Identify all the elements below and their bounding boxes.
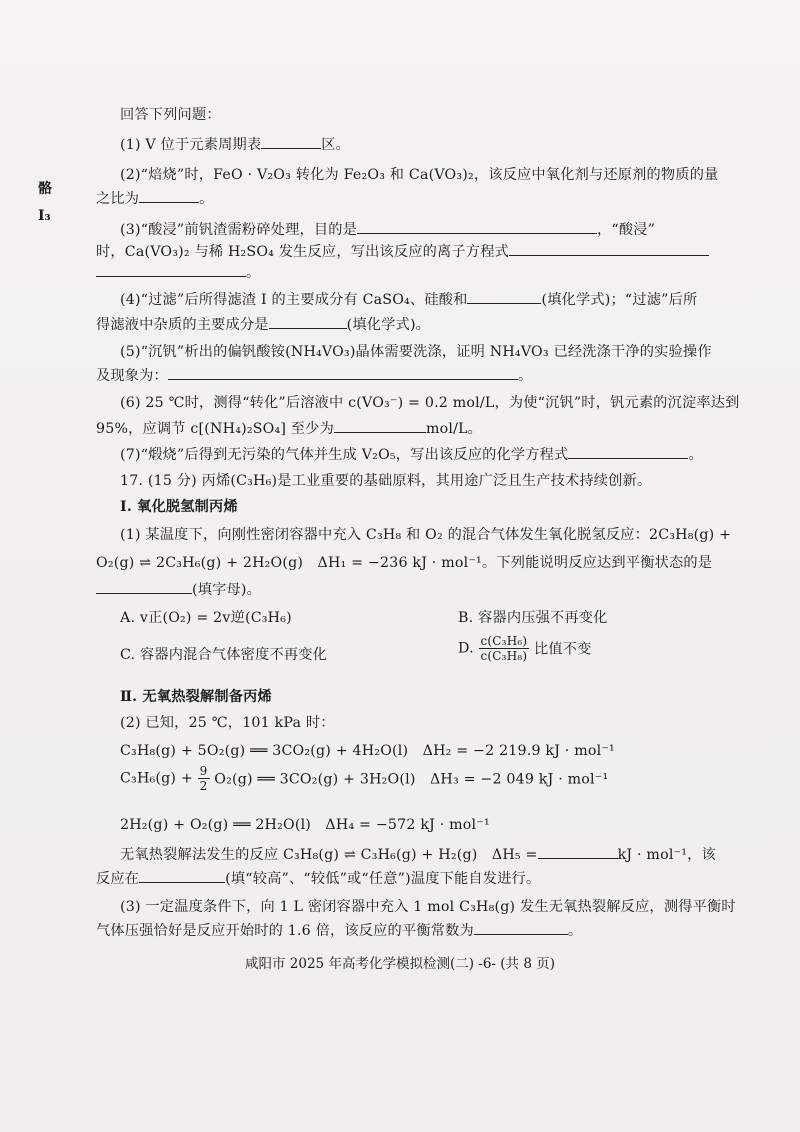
q6-line-cont: 95%，应调节 c[(NH₄)₂SO₄] 至少为 mol/L。 — [96, 418, 482, 438]
answer-blank[interactable] — [96, 262, 246, 277]
q4-line-cont: 得滤液中杂质的主要成分是 (填化学式)。 — [96, 314, 430, 334]
q5-line-cont: 及现象为： 。 — [96, 365, 532, 385]
q2-line: (2)“焙烧”时，FeO · V₂O₃ 转化为 Fe₂O₃ 和 Ca(VO₃)₂，该反应中氧化剂与还原剂的物质的量 — [120, 167, 719, 183]
answer-blank[interactable] — [538, 844, 618, 859]
page-footer: 咸阳市 2025 年高考化学模拟检测(二) -6- (共 8 页) — [245, 956, 555, 972]
answer-blank[interactable] — [139, 868, 225, 883]
q3-line-end: 。 — [96, 262, 260, 282]
q6-line: (6) 25 ℃时，测得“转化”后溶液中 c(VO₃⁻) = 0.2 mol/L，为使“沉钒”时，钒元素的沉淀率达到 — [120, 395, 740, 411]
q17-3-line: (3) 一定温度条件下，向 1 L 密闭容器中充入 1 mol C₃H₈(g) 发生无氧热裂解反应，测得平衡时 — [120, 899, 736, 915]
q4-line: (4)“过滤”后所得滤渣 I 的主要成分有 CaSO₄、硅酸和 (填化学式)；“过滤”后所 — [120, 289, 697, 309]
option-c[interactable]: C. 容器内混合气体密度不再变化 — [120, 647, 328, 663]
q17-1-line: (1) 某温度下，向刚性密闭容器中充入 C₃H₈ 和 O₂ 的混合气体发生氧化脱氢反应：2C₃H₈(g) + — [120, 527, 732, 543]
q7-line: (7)“煅烧”后得到无污染的气体并生成 V₂O₅，写出该反应的化学方程式 。 — [120, 444, 703, 464]
section-heading-1: Ⅰ. 氧化脱氢制丙烯 — [120, 499, 238, 515]
answer-blank[interactable] — [269, 314, 347, 329]
equation-3: 2H₂(g) + O₂(g) ══ 2H₂O(l) ΔH₄ = −572 kJ · mol⁻¹ — [120, 817, 490, 833]
answer-blank[interactable] — [568, 444, 688, 459]
q1-line: (1) V 位于元素周期表 区。 — [120, 134, 350, 154]
q17-3-line-cont: 气体压强恰好是反应开始时的 1.6 倍，该反应的平衡常数为 。 — [96, 920, 582, 940]
half-fraction: $\frac{9}{2}$ — [199, 764, 208, 793]
option-b[interactable]: B. 容器内压强不再变化 — [458, 610, 608, 626]
answer-blank[interactable] — [96, 579, 192, 594]
answer-blank[interactable] — [168, 365, 518, 380]
q2-line-cont: 之比为 。 — [96, 188, 214, 208]
answer-blank[interactable] — [334, 418, 426, 433]
equation-1: C₃H₈(g) + 5O₂(g) ══ 3CO₂(g) + 4H₂O(l) ΔH₂ = −2 219.9 kJ · mol⁻¹ — [120, 743, 615, 759]
q17-2-question: 无氧热裂解法发生的反应 C₃H₈(g) ⇌ C₃H₆(g) + H₂(g) ΔH₅ = kJ · mol⁻¹，该 — [120, 844, 716, 864]
option-a[interactable]: A. v正(O₂) = 2v逆(C₃H₆) — [120, 610, 292, 626]
ratio-fraction: $\frac{\text{c(C₃H₆)}}{\text{c(C₃H₈)}}$ — [480, 634, 528, 663]
answer-blank[interactable] — [357, 219, 597, 234]
answer-blank[interactable] — [261, 134, 321, 149]
q17-1-line-end: (填字母)。 — [96, 579, 261, 599]
margin-mark: I₃ — [38, 208, 51, 224]
margin-mark: 骼 — [38, 181, 52, 197]
q17-2-question-cont: 反应在 (填“较高”、“较低”或“任意”)温度下能自发进行。 — [96, 868, 540, 888]
equation-2: C₃H₆(g) + $\frac{9}{2}$ O₂(g) ══ 3CO₂(g) + 3H₂O(l) ΔH₃ = −2 049 kJ · mol⁻¹ — [120, 764, 609, 793]
answer-blank[interactable] — [467, 289, 541, 304]
q3-line: (3)“酸浸”前钒渣需粉碎处理，目的是 ，“酸浸” — [120, 219, 655, 239]
q17-heading: 17. (15 分) 丙烯(C₃H₆)是工业重要的基础原料，其用途广泛且生产技术持续创新。 — [120, 473, 652, 489]
q5-line: (5)“沉钒”析出的偏钒酸铵(NH₄VO₃)晶体需要洗涤，证明 NH₄VO₃ 已经洗涤干净的实验操作 — [120, 344, 712, 360]
answer-blank[interactable] — [509, 241, 709, 256]
q3-line-cont: 时，Ca(VO₃)₂ 与稀 H₂SO₄ 发生反应，写出该反应的离子方程式 — [96, 241, 709, 261]
answer-blank[interactable] — [139, 188, 199, 203]
q17-1-line-cont: O₂(g) ⇌ 2C₃H₆(g) + 2H₂O(g) ΔH₁ = −236 kJ · mol⁻¹。下列能说明反应达到平衡状态的是 — [96, 555, 713, 571]
instruction-line: 回答下列问题： — [120, 107, 221, 123]
option-d[interactable]: D. $\frac{\text{c(C₃H₆)}}{\text{c(C₃H₈)}}$ 比值不变 — [458, 634, 592, 663]
answer-blank[interactable] — [474, 920, 568, 935]
section-heading-2: Ⅱ. 无氧热裂解制备丙烯 — [120, 689, 272, 705]
q17-2-line: (2) 已知，25 ℃，101 kPa 时： — [120, 715, 335, 731]
